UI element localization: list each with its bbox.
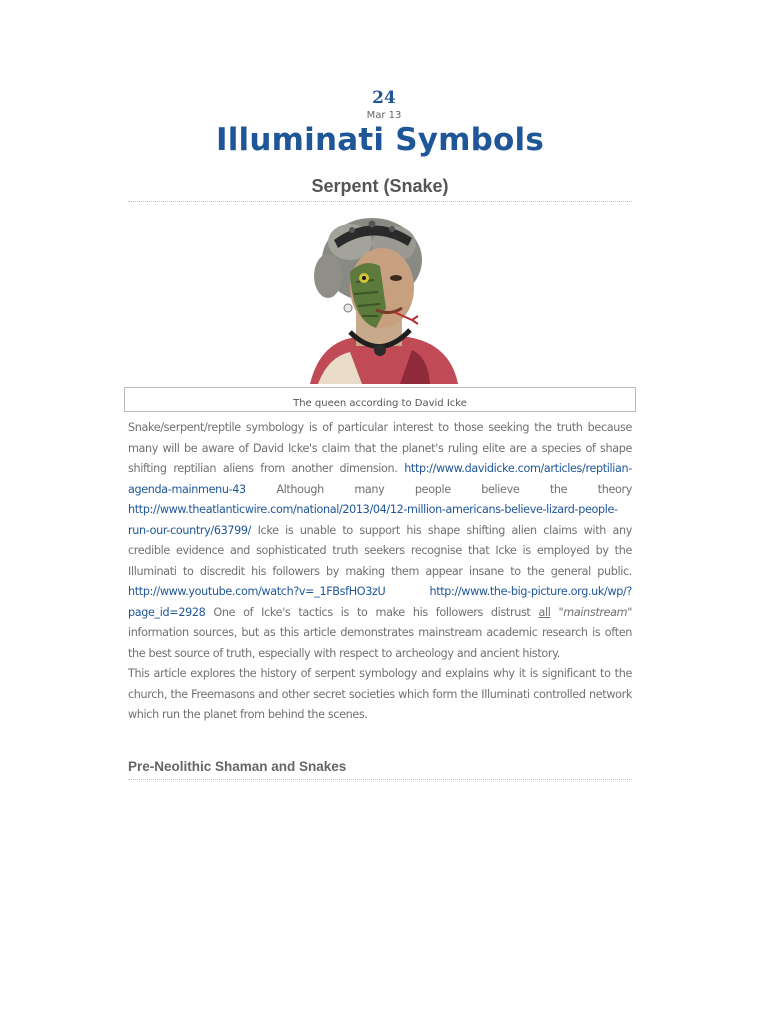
- big-picture-link[interactable]: http://www.the-big-picture.org.uk/wp/?page_id=2928: [128, 585, 632, 619]
- icke-text: Icke is unable to support his shape shifting alien claims with any credible evidence and sophisticated truth seekers recognise that Icke is employed by the Illuminati to discredit his followers by making them appear insane to the general public.: [128, 523, 632, 578]
- section-heading: Pre-Neolithic Shaman and Snakes: [128, 759, 347, 774]
- queen-illustration: [300, 212, 460, 384]
- post-date-day: 24: [372, 88, 396, 108]
- post-date-month: Mar 13: [366, 110, 402, 121]
- image-caption: The queen according to David Icke: [124, 387, 636, 412]
- davidicke-link[interactable]: http://www.davidicke.com/articles/reptilian-agenda-mainmenu-43: [128, 462, 632, 496]
- section-divider: [128, 779, 632, 780]
- article-body: [128, 418, 632, 726]
- tactics-text: One of Icke's tactics is to make his followers distrust: [213, 605, 531, 619]
- youtube-link[interactable]: http://www.youtube.com/watch?v=_1FBsfHO3zU: [128, 585, 386, 598]
- paragraph-overview: This article explores the history of serpent symbology and explains why it is significant to the church, the Freemasons and other secret societies which form the Illuminati controlled network which run the planet from behind the scenes.: [128, 667, 632, 721]
- paragraph-intro: [128, 418, 632, 664]
- belief-text: Although many people believe the theory: [276, 482, 632, 496]
- intro-text: Snake/serpent/reptile symbology is of particular interest to those seeking the truth because many will be aware of David Icke's claim that the planet's ruling elite are a species of shape shifting reptilian aliens from another dimension.: [128, 421, 632, 475]
- all-emphasis: all: [538, 605, 551, 619]
- atlanticwire-link[interactable]: http://www.theatlanticwire.com/national/2013/04/12-million-americans-believe-lizard-people-run-our-country/63799/: [128, 503, 618, 537]
- mainstream-emphasis: "mainstream": [558, 605, 632, 619]
- post-subtitle: Serpent (Snake): [311, 176, 449, 196]
- post-title[interactable]: Illuminati Symbols: [215, 122, 544, 158]
- subtitle-divider: [128, 201, 632, 202]
- sources-text: information sources, but as this article demonstrates mainstream academic research is often the best source of truth, especially with respect to archeology and ancient history.: [128, 626, 632, 660]
- queen-reptilian-image[interactable]: [300, 212, 460, 384]
